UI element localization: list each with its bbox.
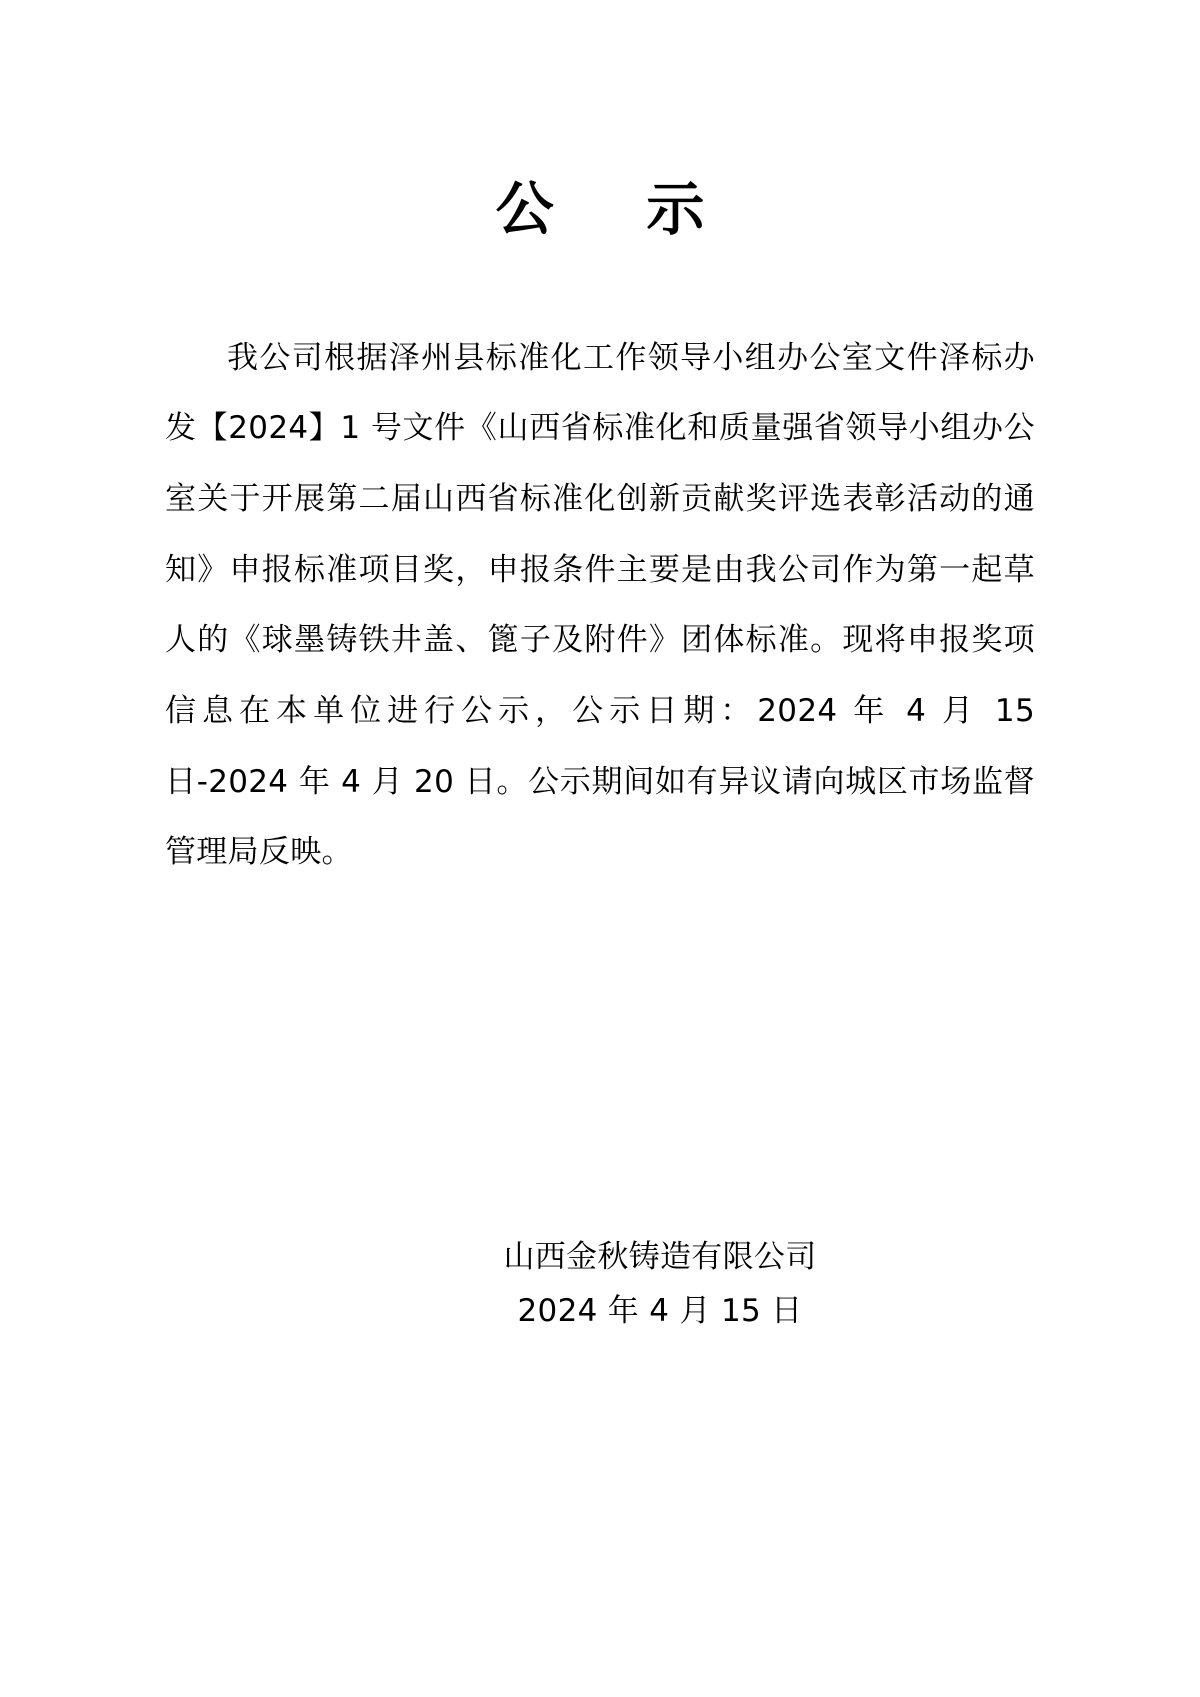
signature-block (0, 1230, 1200, 1339)
signature-company: 山西金秋铸造有限公司 (503, 1239, 817, 1275)
document-body (165, 323, 1035, 888)
page-title: 公 示 (495, 175, 722, 243)
signature-date: 2024 年 4 月 15 日 (517, 1293, 803, 1330)
body-paragraph: 我公司根据泽州县标准化工作领导小组办公室文件泽标办发【2024】1 号文件《山西省标准化和质量强省领导小组办公室关于开展第二届山西省标准化创新贡献奖评选表彰活动的通知》申报标准项目奖，申报条件主要是由我公司作为第一起草人的《球墨铸铁井盖、篦子及附件》团体标准。现将申报奖项信息在本单位进行公示，公示日期：2024 年 4 月 15 日-2024 年 4 月 20 日。公示期间如有异议请向城区市场监督管理局反映。 (165, 339, 1035, 871)
